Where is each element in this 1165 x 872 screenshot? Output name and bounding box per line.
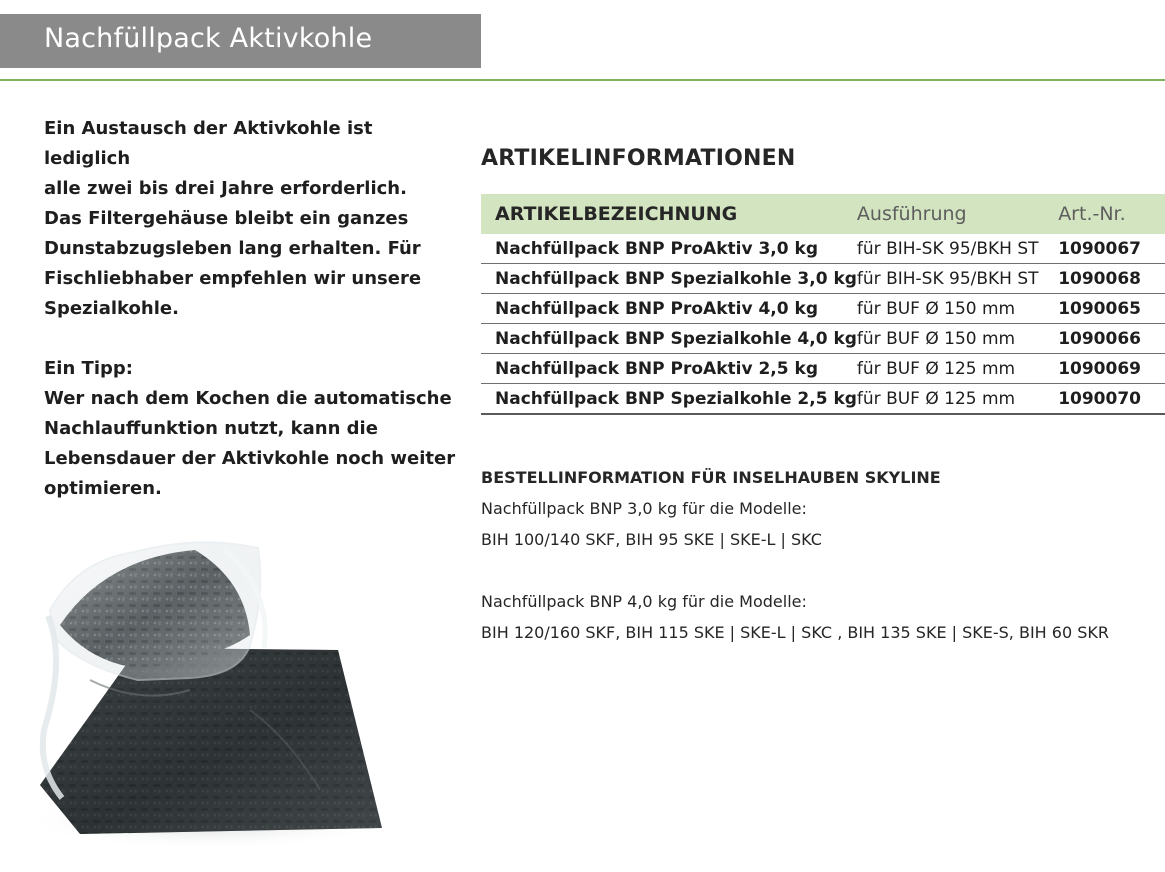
article-table — [481, 194, 1165, 415]
intro-line: Ein Austausch der Aktivkohle ist lediglich — [44, 118, 373, 169]
table-row — [481, 354, 1165, 384]
tip-heading: Ein Tipp: — [44, 358, 133, 379]
article-name: Nachfüllpack BNP Spezialkohle 4,0 kg — [481, 324, 857, 354]
article-name: Nachfüllpack BNP Spezialkohle 3,0 kg — [481, 264, 857, 294]
order-block2-intro: Nachfüllpack BNP 4,0 kg für die Modelle: — [481, 592, 807, 611]
table-header-row — [481, 194, 1165, 234]
table-row — [481, 264, 1165, 294]
article-variant: für BIH-SK 95/BKH ST — [857, 234, 1058, 264]
article-name: Nachfüllpack BNP ProAktiv 2,5 kg — [481, 354, 857, 384]
article-number: 1090065 — [1058, 294, 1165, 324]
table-row — [481, 384, 1165, 415]
article-variant: für BUF Ø 150 mm — [857, 324, 1058, 354]
article-number: 1090070 — [1058, 384, 1165, 415]
header-divider — [0, 79, 1165, 81]
intro-line: Spezialkohle. — [44, 298, 179, 319]
tip-line: Nachlauffunktion nutzt, kann die — [44, 418, 378, 439]
article-number: 1090068 — [1058, 264, 1165, 294]
table-row — [481, 324, 1165, 354]
charcoal-bag-image — [20, 530, 400, 850]
article-name: Nachfüllpack BNP ProAktiv 4,0 kg — [481, 294, 857, 324]
article-variant: für BIH-SK 95/BKH ST — [857, 264, 1058, 294]
tip-line: optimieren. — [44, 478, 162, 499]
table-row — [481, 234, 1165, 264]
column-header-variant: Ausführung — [857, 194, 1058, 234]
article-info-heading: ARTIKELINFORMATIONEN — [481, 146, 796, 171]
page-title: Nachfüllpack Aktivkohle — [44, 23, 373, 54]
article-number: 1090069 — [1058, 354, 1165, 384]
intro-text — [44, 114, 464, 504]
order-block2-models: BIH 120/160 SKF, BIH 115 SKE | SKE-L | SKC , BIH 135 SKE | SKE-S, BIH 60 SKR — [481, 623, 1109, 642]
table-row — [481, 294, 1165, 324]
article-variant: für BUF Ø 125 mm — [857, 384, 1058, 415]
order-info — [481, 462, 1161, 648]
article-variant: für BUF Ø 150 mm — [857, 294, 1058, 324]
tip-line: Wer nach dem Kochen die automatische — [44, 388, 452, 409]
intro-line: Fischliebhaber empfehlen wir unsere — [44, 268, 422, 289]
order-block1-models: BIH 100/140 SKF, BIH 95 SKE | SKE-L | SKC — [481, 530, 822, 549]
intro-line: Das Filtergehäuse bleibt ein ganzes — [44, 208, 409, 229]
column-header-art-no: Art.-Nr. — [1058, 194, 1165, 234]
order-block1-intro: Nachfüllpack BNP 3,0 kg für die Modelle: — [481, 499, 807, 518]
article-name: Nachfüllpack BNP Spezialkohle 2,5 kg — [481, 384, 857, 415]
article-variant: für BUF Ø 125 mm — [857, 354, 1058, 384]
title-bar — [0, 14, 481, 68]
intro-line: Dunstabzugsleben lang erhalten. Für — [44, 238, 421, 259]
article-number: 1090066 — [1058, 324, 1165, 354]
tip-line: Lebensdauer der Aktivkohle noch weiter — [44, 448, 456, 469]
article-name: Nachfüllpack BNP ProAktiv 3,0 kg — [481, 234, 857, 264]
article-number: 1090067 — [1058, 234, 1165, 264]
column-header-name: ARTIKELBEZEICHNUNG — [481, 194, 857, 234]
order-info-heading: BESTELLINFORMATION FÜR INSELHAUBEN SKYLINE — [481, 468, 941, 487]
intro-line: alle zwei bis drei Jahre erforderlich. — [44, 178, 407, 199]
